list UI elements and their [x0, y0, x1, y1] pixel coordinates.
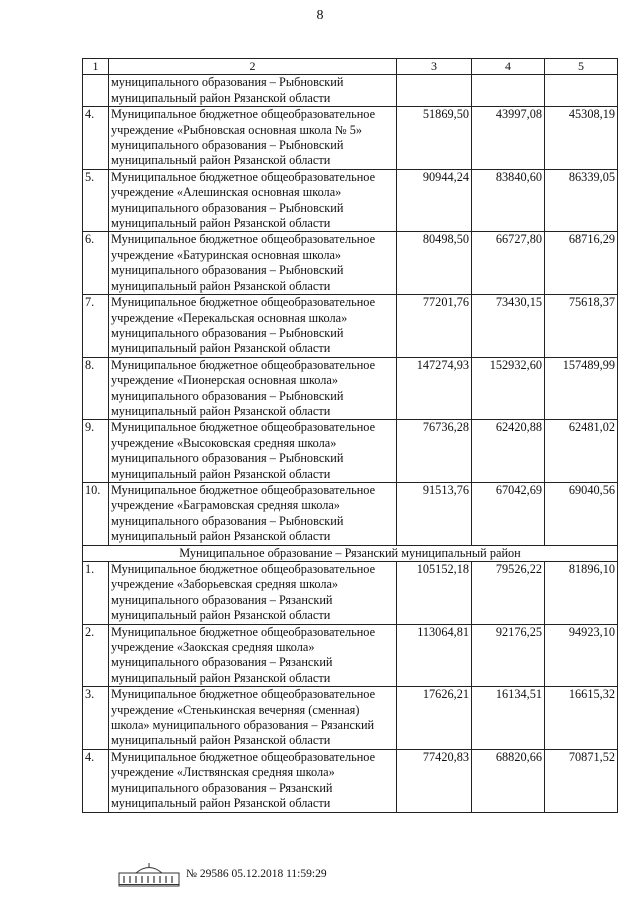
header-cell-1: 1	[83, 59, 109, 75]
government-building-stamp-icon	[118, 862, 180, 888]
budget-table	[82, 58, 618, 813]
value-col-5: 94923,10	[545, 624, 618, 687]
value-col-5: 45308,19	[545, 107, 618, 170]
institution-name: Муниципальное бюджетное общеобразовательное учреждение «Пионерская основная школа» муниципального образования – Рыбновский муниципальный район Рязанской области	[109, 357, 397, 420]
institution-name: Муниципальное бюджетное общеобразовательное учреждение «Высоковская средняя школа» муниципального образования – Рыбновский муниципальный район Рязанской области	[109, 420, 397, 483]
institution-name: Муниципальное бюджетное общеобразовательное учреждение «Перекальская основная школа» муниципального образования – Рыбновский муниципальный район Рязанской области	[109, 295, 397, 358]
value-col-5: 86339,05	[545, 169, 618, 232]
table-row	[83, 107, 618, 170]
institution-name: Муниципальное бюджетное общеобразовательное учреждение «Рыбновская основная школа № 5» муниципального образования – Рыбновский муниципальный район Рязанской области	[109, 107, 397, 170]
value-col-4: 73430,15	[472, 295, 545, 358]
value-col-4: 43997,08	[472, 107, 545, 170]
row-number: 1.	[83, 562, 109, 625]
table-row	[83, 169, 618, 232]
value-col-5: 75618,37	[545, 295, 618, 358]
page-number: 8	[316, 8, 324, 23]
table-row	[83, 295, 618, 358]
table-row	[83, 482, 618, 545]
continuation-row	[83, 75, 618, 107]
continuation-text: муниципального образования – Рыбновский муниципальный район Рязанской области	[109, 75, 397, 107]
value-col-4: 83840,60	[472, 169, 545, 232]
row-number: 6.	[83, 232, 109, 295]
document-datetime: 05.12.2018 11:59:29	[231, 868, 327, 880]
institution-name: Муниципальное бюджетное общеобразовательное учреждение «Алешинская основная школа» муниципального образования – Рыбновский муниципальный район Рязанской области	[109, 169, 397, 232]
row-number: 2.	[83, 624, 109, 687]
table-row	[83, 749, 618, 812]
value-col-5: 157489,99	[545, 357, 618, 420]
header-cell-4: 4	[472, 59, 545, 75]
section-title: Муниципальное образование – Рязанский муниципальный район	[83, 545, 618, 561]
value-col-3: 90944,24	[397, 169, 472, 232]
table-row	[83, 687, 618, 750]
value-col-4: 62420,88	[472, 420, 545, 483]
table-row	[83, 357, 618, 420]
institution-name: Муниципальное бюджетное общеобразовательное учреждение «Заокская средняя школа» муниципального образования – Рязанский муниципальный район Рязанской области	[109, 624, 397, 687]
value-col-5: 69040,56	[545, 482, 618, 545]
value-col-5: 62481,02	[545, 420, 618, 483]
value-col-3: 77420,83	[397, 749, 472, 812]
institution-name: Муниципальное бюджетное общеобразовательное учреждение «Листвянская средняя школа» муниципального образования – Рязанский муниципальный район Рязанской области	[109, 749, 397, 812]
value-col-5: 70871,52	[545, 749, 618, 812]
value-col-4: 16134,51	[472, 687, 545, 750]
value-col-5: 81896,10	[545, 562, 618, 625]
row-number: 5.	[83, 169, 109, 232]
value-col-3: 76736,28	[397, 420, 472, 483]
table-row	[83, 420, 618, 483]
value-col-3: 17626,21	[397, 687, 472, 750]
document-number: № 29586	[186, 868, 229, 880]
value-col-3: 91513,76	[397, 482, 472, 545]
row-number: 7.	[83, 295, 109, 358]
institution-name: Муниципальное бюджетное общеобразовательное учреждение «Заборьевская средняя школа» муниципального образования – Рязанский муниципальный район Рязанской области	[109, 562, 397, 625]
table-header-row	[83, 59, 618, 75]
header-cell-5: 5	[545, 59, 618, 75]
institution-name: Муниципальное бюджетное общеобразовательное учреждение «Стенькинская вечерняя (сменная) школа» муниципального образования – Рязанский муниципальный район Рязанской области	[109, 687, 397, 750]
value-col-4: 66727,80	[472, 232, 545, 295]
row-number: 4.	[83, 107, 109, 170]
section-row	[83, 545, 618, 561]
value-col-4: 92176,25	[472, 624, 545, 687]
value-col-4: 67042,69	[472, 482, 545, 545]
table-row	[83, 232, 618, 295]
header-cell-3: 3	[397, 59, 472, 75]
header-cell-2: 2	[109, 59, 397, 75]
value-col-4: 79526,22	[472, 562, 545, 625]
value-col-5: 68716,29	[545, 232, 618, 295]
table-row	[83, 562, 618, 625]
value-col-3: 105152,18	[397, 562, 472, 625]
institution-name: Муниципальное бюджетное общеобразовательное учреждение «Баграмовская средняя школа» муниципального образования – Рыбновский муниципальный район Рязанской области	[109, 482, 397, 545]
table-row	[83, 624, 618, 687]
value-col-3: 147274,93	[397, 357, 472, 420]
value-col-5: 16615,32	[545, 687, 618, 750]
row-number: 9.	[83, 420, 109, 483]
row-number: 4.	[83, 749, 109, 812]
value-col-3: 51869,50	[397, 107, 472, 170]
value-col-3: 80498,50	[397, 232, 472, 295]
row-number: 8.	[83, 357, 109, 420]
value-col-4: 68820,66	[472, 749, 545, 812]
document-footer	[186, 868, 327, 880]
row-number: 3.	[83, 687, 109, 750]
row-number: 10.	[83, 482, 109, 545]
value-col-3: 113064,81	[397, 624, 472, 687]
value-col-4: 152932,60	[472, 357, 545, 420]
value-col-3: 77201,76	[397, 295, 472, 358]
institution-name: Муниципальное бюджетное общеобразовательное учреждение «Батуринская основная школа» муниципального образования – Рыбновский муниципальный район Рязанской области	[109, 232, 397, 295]
